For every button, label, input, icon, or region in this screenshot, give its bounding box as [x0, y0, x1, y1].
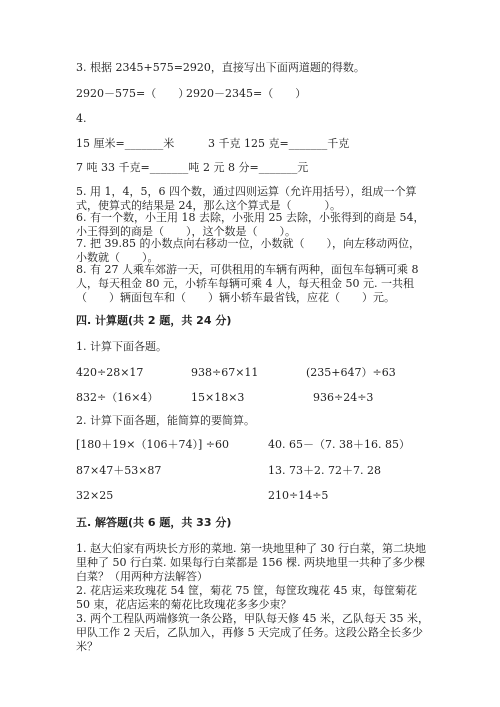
word-problem-1: 1. 赵大伯家有两块长方形的菜地. 第一块地里种了 30 行白菜，第二块地里种了 50 行白菜. 如果每行白菜都是 156 棵. 两块地里一共种了多少棵白菜？（用两种方法解答）: [76, 542, 426, 583]
calc2-expr: 87×47＋53×87: [76, 464, 162, 477]
calc1-expr: (235+647）÷63: [306, 366, 396, 379]
calc1-expr: 938÷67×11: [191, 366, 259, 379]
q8: 8. 有 27 人乘车郊游一天，可供租用的车辆有两种，面包车每辆可乘 8 人，每天租金 80 元，小轿车每辆可乘 4 人，每天租金 50 元. 一共租（ ）辆面包车和（ ）辆小轿车最省钱，应花（ ）元。: [76, 263, 419, 304]
q3-stem: 3. 根据 2345+575=2920，直接写出下面两道题的得数。: [76, 61, 365, 74]
calc2-expr: 13. 73＋2. 72＋7. 28: [268, 464, 381, 477]
calc1-expr: 832÷（16×4）: [76, 391, 159, 404]
calc2-stem: 2. 计算下面各题，能简算的要简算。: [76, 414, 255, 427]
calc2-expr: 40. 65－（7. 38＋16. 85）: [268, 438, 410, 451]
q4-number: 4.: [76, 112, 87, 125]
calc1-expr: 420÷28×17: [76, 366, 144, 379]
q4-item-b: 3 千克 125 克=_______千克: [208, 137, 350, 150]
q7: 7. 把 39.85 的小数点向右移动一位，小数就（ ），向左移动两位，小数就（ ）。: [76, 237, 420, 264]
q4-item-a: 15 厘米=_______米: [76, 137, 175, 150]
calc2-expr: 210÷14÷5: [268, 489, 329, 502]
word-problem-2: 2. 花店运来玫瑰花 54 筐，菊花 75 筐，每筐玫瑰花 45 束，每筐菊花 50 束，花店运来的菊花比玫瑰花多多少束？: [76, 584, 417, 611]
section5-heading: 五. 解答题(共 6 题，共 33 分): [76, 516, 232, 529]
calc1-expr: 15×18×3: [191, 391, 245, 404]
q4-item-d: 2 元 8 分=_______元: [203, 161, 309, 174]
section4-heading: 四. 计算题(共 2 题，共 24 分): [76, 314, 232, 327]
q5: 5. 用 1，4，5，6 四个数，通过四则运算（允许用括号），组成一个算式，使算式的结果是 24，那么这个算式是（ ）。: [76, 185, 417, 212]
word-problem-3: 3. 两个工程队两端修筑一条公路，甲队每天修 45 米，乙队每天 35 米，甲队工作 2 天后，乙队加入，再修 5 天完成了任务。这段公路全长多少米？: [76, 612, 429, 653]
calc1-stem: 1. 计算下面各题。: [76, 340, 167, 353]
calc2-expr: [180＋19×（106＋74）] ÷60: [76, 438, 229, 451]
q3-item-b: 2920－2345=（ ）: [186, 87, 307, 100]
q6: 6. 有一个数，小王用 18 去除，小张用 25 去除，小张得到的商是 54，小王得到的商是（ ），这个数是（ ）。: [76, 211, 425, 238]
calc1-expr: 936÷24÷3: [313, 391, 374, 404]
calc2-expr: 32×25: [76, 489, 114, 502]
q4-item-c: 7 吨 33 千克=_______吨: [76, 161, 200, 174]
q3-item-a: 2920－575=（ ）: [76, 87, 190, 100]
